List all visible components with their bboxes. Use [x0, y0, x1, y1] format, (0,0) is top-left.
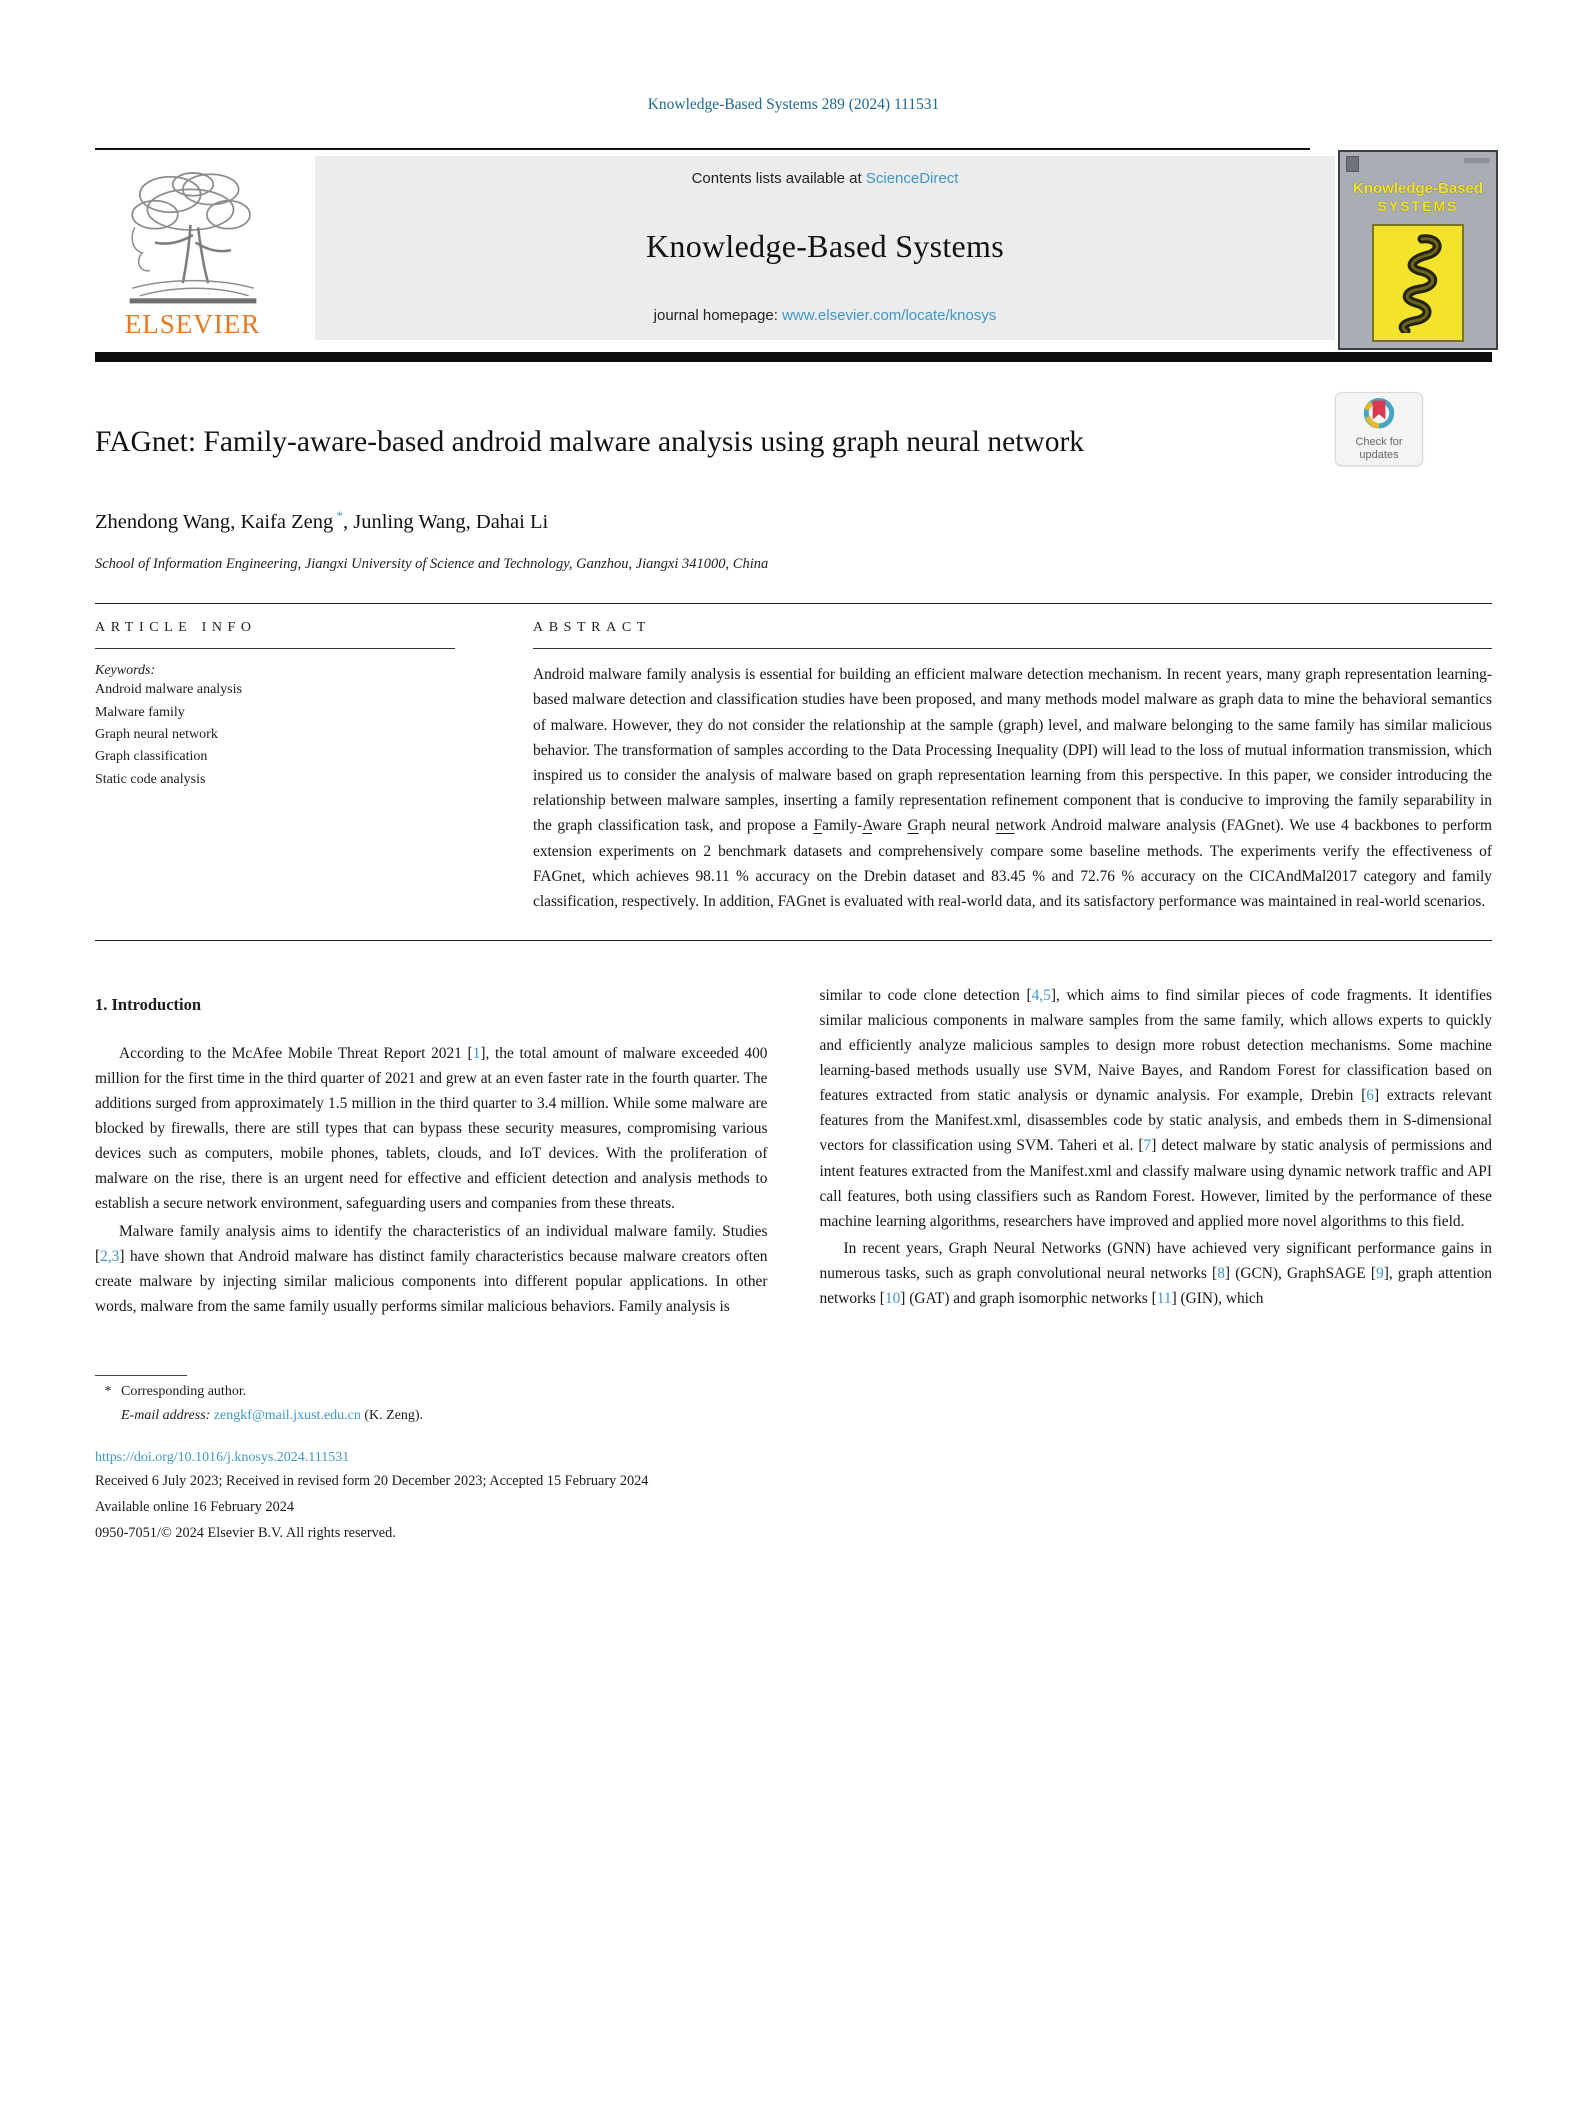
elsevier-tree-icon [117, 161, 269, 309]
cover-title [1353, 180, 1483, 216]
text-segment: ], graph attention networks [ [819, 1264, 1492, 1307]
text-segment: ware [872, 817, 908, 835]
link[interactable]: 8 [1217, 1264, 1225, 1282]
journal-masthead [315, 156, 1335, 340]
text-segment: work Android malware analysis (FAGnet). We use 4 backbones to perform extension experiments on 2 benchmark datasets and comprehensively compare some baseline methods. The experiments verify the effectiveness of FAGnet, which achieves 98.11 % accuracy on the Drebin dataset and 83.45 % and 72.76 % accuracy on the CICAndMal2017 category and family classification, respectively. In addition, FAGnet is evaluated with real-world data, and its satisfactory performance was maintained in real-world scenarios. [533, 817, 1493, 910]
elsevier-wordmark: ELSEVIER [124, 308, 261, 339]
cover-top-row [1340, 152, 1496, 172]
paragraph [820, 983, 1493, 1233]
link[interactable]: * [333, 508, 343, 524]
journal-citation-header: Knowledge-Based Systems 289 (2024) 111531 [647, 96, 940, 113]
cover-title-line1: Knowledge-Based [1352, 179, 1484, 197]
divider [95, 603, 1492, 604]
text-segment: ] have shown that Android malware has distinct family characteristics because malware creators often create malware by injecting similar malicious components into different popular applications. In other words, malware from the same family usually performs similar malicious behaviors. Family analysis is [95, 1247, 768, 1315]
available-online: Available online 16 February 2024 [95, 1498, 295, 1515]
link[interactable]: ScienceDirect [865, 169, 959, 187]
text-segment: Zhendong Wang [95, 511, 231, 534]
text-segment: Kaifa Zeng [240, 511, 334, 534]
link[interactable]: 11 [1156, 1289, 1172, 1307]
author-list [95, 508, 1492, 534]
link[interactable]: 6 [1366, 1087, 1374, 1105]
text-segment: , [230, 511, 241, 534]
text-segment: ] (GCN), GraphSAGE [ [1224, 1264, 1376, 1282]
cover-title-line2: SYSTEMS [1377, 198, 1459, 215]
divider [533, 648, 1492, 649]
doi-link[interactable]: https://doi.org/10.1016/j.knosys.2024.111531 [95, 1449, 350, 1465]
issn-copyright: 0950-7051/© 2024 Elsevier B.V. All rights reserved. [95, 1524, 396, 1541]
section-heading-introduction: 1. Introduction [95, 995, 202, 1015]
text-segment: ], the total amount of malware exceeded 400 million for the first time in the third quarter of 2021 and grew at an even faster rate in the fourth quarter. The additions surged from approximately 1.5 million in the third quarter to 3.4 million. While some malware are blocked by firewalls, there are still types that can bypass these security measures, compromising various devices such as computers, mobile phones, tablets, clouds, and IoT devices. With the proliferation of malware on the rise, there is an urgent need for effective and efficient detection and analysis methods to establish a secure network environment, safeguarding users and companies from these threats. [95, 1045, 768, 1213]
link[interactable]: 1 [472, 1045, 481, 1063]
journal-homepage-line [654, 307, 997, 324]
journal-banner-row [95, 150, 1492, 346]
text-segment: E-mail address: [121, 1407, 211, 1423]
text-segment: Dahai Li [475, 511, 549, 534]
text-segment: ], which aims to find similar pieces of code fragments. It identifies similar malicious components in malware samples from the same family, which allows experts to quickly and efficiently analyze malicious samples to design more robust detection mechanisms. Some machine learning-based methods usually use SVM, Naive Bayes, and Random Forest for classification based on features extracted from static analysis or dynamic analysis. For example, Drebin [ [819, 987, 1492, 1105]
keyword-item: Graph neural network [95, 727, 218, 742]
text-segment: In recent years, Graph Neural Networks (GNN) have achieved very significant performance gains in numerous tasks, such as graph convolutional neural networks [ [819, 1239, 1492, 1282]
abstract-text [533, 662, 1492, 914]
link[interactable]: 10 [884, 1289, 901, 1307]
text-segment: Contents lists available at [691, 169, 866, 187]
article-title: FAGnet: Family-aware-based android malware analysis using graph neural network [95, 425, 1085, 458]
text-segment: raph neural [918, 817, 996, 835]
text-segment: Malware family analysis aims to identify the characteristics of an individual malware family. Studies [ [95, 1222, 768, 1265]
text-segment: , [342, 511, 354, 534]
elsevier-logo[interactable] [95, 158, 290, 340]
article-info-heading: ARTICLE INFO [95, 620, 257, 636]
paragraph [95, 1219, 768, 1319]
footnotes [95, 1375, 1492, 1544]
cover-artwork [1372, 224, 1464, 342]
email-line [121, 1408, 1492, 1424]
text-segment: A [862, 817, 873, 835]
keyword-item: Android malware analysis [95, 682, 242, 698]
text-segment: (K. Zeng). [360, 1407, 424, 1423]
link[interactable]: 4,5 [1031, 987, 1051, 1005]
text-segment: Android malware family analysis is essential for building an efficient malware detection mechanism. In recent years, many graph representation learning-based malware detection and classification studies have been proposed, and many methods model malware as graph data to mine the behavioral semantics of malware. However, they do not consider the relationship at the sample (graph) level, and malware belonging to the same family has similar malicious behavior. The transformation of samples according to the Data Processing Inequality (DPI) will lead to the loss of mutual information transmission, which inspired us to consider the analysis of malware based on graph representation learning from this perspective. In this paper, we consider introducing the relationship between malware samples, inserting a family representation refinement component that is conducive to improving the family separability in the graph classification task, and propose a [533, 666, 1492, 835]
text-segment: net [995, 817, 1015, 835]
text-segment: G [907, 817, 919, 835]
link[interactable]: www.elsevier.com/locate/knosys [782, 306, 997, 324]
check-updates-label: Check for updates [1355, 436, 1403, 461]
text-segment: ] extracts relevant features from the Manifest.xml, disassembles code by static analysis, and embeds them in S-dimensional vectors for classification using SVM. Taheri et al. [ [819, 1087, 1492, 1155]
text-segment: ] (GAT) and graph isomorphic networks [ [900, 1289, 1157, 1307]
text-segment: ] detect malware by static analysis of permissions and intent features extracted from the Manifest.xml and classify malware using dynamic network traffic and API call features, both using classifiers such as Random Forest. However, limited by the performance of these machine learning algorithms, researchers have improved and applied more novel algorithms to this field. [819, 1137, 1492, 1230]
text-segment: amily- [822, 817, 863, 835]
cover-mini-text [1464, 158, 1490, 163]
keyword-item: Graph classification [95, 749, 208, 765]
link[interactable]: 2,3 [100, 1247, 120, 1265]
journal-cover-thumbnail[interactable] [1338, 150, 1498, 350]
cover-ribbon-icon [1382, 233, 1454, 333]
divider-thick [95, 352, 1492, 362]
text-segment: journal homepage: [653, 306, 783, 324]
text-segment: ] (GIN), which [1171, 1289, 1264, 1307]
cover-mini-logo [1346, 156, 1359, 172]
abstract-heading: ABSTRACT [533, 620, 651, 636]
affiliation: School of Information Engineering, Jiangxi University of Science and Technology, Ganzhou, Jiangxi 341000, China [95, 556, 769, 573]
paragraph [820, 1236, 1493, 1311]
journal-title: Knowledge-Based Systems [646, 228, 1004, 264]
link[interactable]: 9 [1376, 1264, 1384, 1282]
footnote-divider [95, 1375, 187, 1376]
body-left-column [95, 983, 768, 1318]
text-segment: similar to code clone detection [ [819, 987, 1032, 1005]
check-for-updates-badge[interactable] [1335, 392, 1423, 466]
corresponding-author-note: * Corresponding author. [104, 1383, 247, 1399]
link[interactable]: 7 [1143, 1137, 1152, 1155]
text-segment: , [465, 511, 476, 534]
abstract-column [533, 620, 1492, 914]
keyword-item: Static code analysis [95, 771, 206, 787]
keywords-label: Keywords: [95, 663, 156, 679]
divider [95, 648, 455, 649]
text-segment: According to the McAfee Mobile Threat Report 2021 [ [119, 1045, 473, 1063]
contents-lists-line [692, 170, 959, 187]
keyword-item: Malware family [95, 704, 185, 720]
divider [95, 940, 1492, 941]
paragraph [95, 1041, 768, 1216]
text-segment: F [813, 817, 823, 835]
body-right-column [820, 983, 1493, 1318]
crossmark-icon [1359, 395, 1399, 435]
text-segment: Junling Wang [353, 511, 466, 534]
article-info-column [95, 620, 455, 914]
received-dates: Received 6 July 2023; Received in revised form 20 December 2023; Accepted 15 February 2024 [95, 1472, 649, 1489]
keywords-list [95, 679, 455, 791]
link[interactable]: zengkf@mail.jxust.edu.cn [213, 1407, 361, 1423]
